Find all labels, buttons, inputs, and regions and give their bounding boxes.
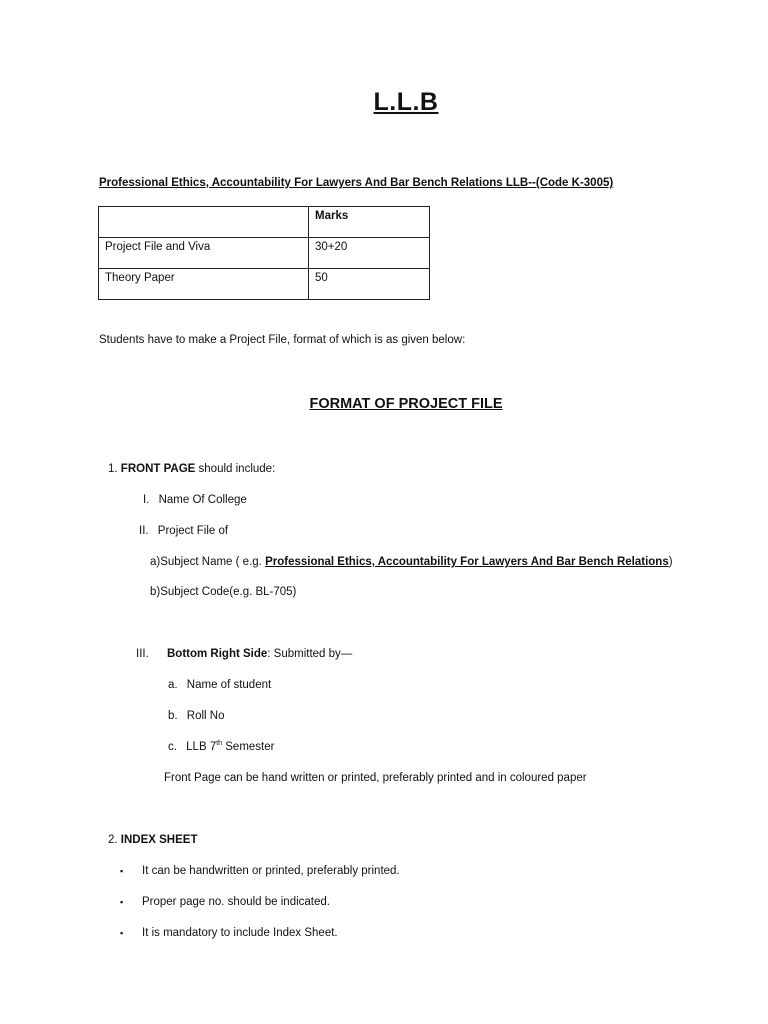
list-item xyxy=(136,648,352,660)
list-number: 1. xyxy=(108,463,118,475)
subject-line: Professional Ethics, Accountability For Lawyers And Bar Bench Relations LLB--(Code K-3005) xyxy=(99,177,614,189)
index-sheet-heading: INDEX SHEET xyxy=(120,834,198,846)
roman-marker: I. xyxy=(143,494,150,506)
front-page-heading-suffix: should include: xyxy=(195,463,276,475)
list-item xyxy=(143,494,247,506)
table-row xyxy=(99,269,430,300)
subject-name-example: Professional Ethics, Accountability For Lawyers And Bar Bench Relations xyxy=(265,556,669,568)
table-header-cell xyxy=(99,207,309,238)
list-item-text: Project File of xyxy=(157,525,229,537)
roman-marker: II. xyxy=(139,525,149,537)
list-item-text-after: Semester xyxy=(222,741,275,753)
table-cell: 50 xyxy=(309,269,430,300)
alpha-marker: a. xyxy=(168,679,178,691)
front-page-note: Front Page can be hand written or printed, preferably printed and in coloured paper xyxy=(164,772,587,784)
roman-marker: III. xyxy=(136,648,149,660)
table-cell: Theory Paper xyxy=(99,269,309,300)
format-title: FORMAT OF PROJECT FILE xyxy=(309,396,503,412)
table-cell: 30+20 xyxy=(309,238,430,269)
subject-code-line: b)Subject Code(e.g. BL-705) xyxy=(150,586,297,598)
list-item-text: Roll No xyxy=(186,710,225,722)
list-item xyxy=(120,927,338,939)
front-page-heading-line xyxy=(108,463,275,475)
list-item xyxy=(120,865,400,877)
list-item-text: LLB 7 xyxy=(186,741,217,753)
table-row xyxy=(99,238,430,269)
subject-name-prefix: a)Subject Name ( e.g. xyxy=(150,556,266,568)
square-bullet-icon: ▪ xyxy=(120,897,124,907)
subject-name-line xyxy=(150,556,673,568)
square-bullet-icon: ▪ xyxy=(120,928,124,938)
front-page-heading: FRONT PAGE xyxy=(120,463,196,475)
alpha-marker: c. xyxy=(168,741,177,753)
subject-name-suffix: ) xyxy=(668,556,673,568)
list-item-text: It is mandatory to include Index Sheet. xyxy=(142,927,338,939)
list-item-text: Name Of College xyxy=(158,494,247,506)
list-item xyxy=(120,896,330,908)
list-item-text: Name of student xyxy=(186,679,272,691)
list-item xyxy=(168,679,271,691)
square-bullet-icon: ▪ xyxy=(120,866,124,876)
list-item-text: Proper page no. should be indicated. xyxy=(142,896,330,908)
list-item xyxy=(168,710,225,722)
list-number: 2. xyxy=(108,834,118,846)
table-header-row xyxy=(99,207,430,238)
alpha-marker: b. xyxy=(168,710,178,722)
intro-paragraph: Students have to make a Project File, format of which is as given below: xyxy=(99,334,466,346)
document-title: L.L.B xyxy=(373,88,439,116)
list-item-text: It can be handwritten or printed, preferably printed. xyxy=(142,865,400,877)
index-sheet-heading-line xyxy=(108,834,197,846)
list-item xyxy=(139,525,228,537)
bottom-right-suffix: : Submitted by— xyxy=(267,648,353,660)
table-header-cell: Marks xyxy=(309,207,430,238)
table-cell: Project File and Viva xyxy=(99,238,309,269)
marks-table xyxy=(98,206,430,300)
bottom-right-heading: Bottom Right Side xyxy=(166,648,268,660)
list-item xyxy=(168,741,274,753)
superscript: th xyxy=(216,740,223,748)
